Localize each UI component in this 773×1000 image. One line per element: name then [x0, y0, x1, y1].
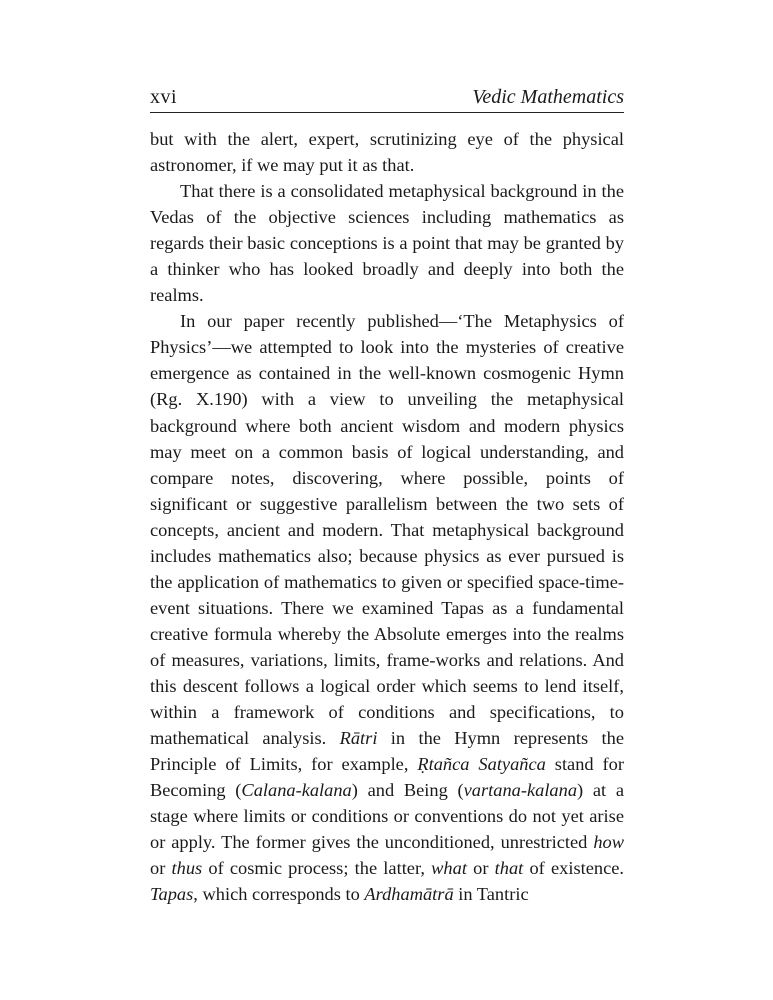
italic-term: that [494, 858, 524, 879]
text-run: stand for Becoming ( [150, 754, 624, 801]
paragraph [150, 126, 624, 178]
text-run: or [150, 858, 172, 879]
text-run: ) at a stage where limits or conditions or conventions do not yet arise or apply. The former gives the unconditioned, unrestricted [150, 780, 624, 853]
italic-term: thus [171, 858, 203, 879]
text-run: or [466, 858, 495, 879]
italic-term: Calana-kalana [241, 780, 352, 801]
text-run: of cosmic process; the latter, [202, 858, 432, 879]
text-run: That there is a consolidated metaphysical background in the Vedas of the objective sciences including mathematics as regards their basic conceptions is a point that may be granted by a thinker who has looked broadly and deeply into both the realms. [150, 181, 624, 306]
text-run: ) and Being ( [351, 780, 464, 801]
italic-term: what [431, 858, 467, 879]
page-number: xvi [150, 86, 178, 108]
italic-term: Tapas [150, 884, 194, 905]
text-run: in the Hymn represents the Principle of Limits, for example, [150, 728, 624, 775]
text-run: but with the alert, expert, scrutinizing eye of the physical astronomer, if we may put it as that. [150, 129, 624, 176]
body-text [150, 126, 624, 907]
book-title: Vedic Mathematics [472, 86, 624, 108]
italic-term: Rātri [339, 728, 378, 749]
italic-term: Ṛtañca Satyañca [417, 754, 546, 775]
italic-term: how [593, 832, 624, 853]
text-run: in Tantric [453, 884, 529, 905]
paragraph [150, 178, 624, 308]
text-run: In our paper recently published—‘The Metaphysics of Physics’—we attempted to look into the mysteries of creative emergence as contained in the well-known cosmogenic Hymn (Rg. X.190) with a view to unveiling the metaphysical background where both ancient wisdom and modern physics may meet on a common basis of logical understanding, and compare notes, discovering, where possible, points of significant or suggestive parallelism between the two sets of concepts, ancient and modern. That metaphysical background includes mathematics also; because physics as ever pursued is the application of mathematics to given or specified space-time-event situations. There we examined Tapas as a fundamental creative formula whereby the Absolute emerges into the realms of measures, variations, limits, frame-works and relations. And this descent follows a logical order which seems to lend itself, within a framework of conditions and specifications, to mathematical analysis. [150, 311, 624, 749]
text-run: , which corresponds to [193, 884, 365, 905]
italic-term: vartana-kalana [463, 780, 578, 801]
paragraph [150, 308, 624, 907]
text-run: of existence. [523, 858, 625, 879]
italic-term: Ardhamātrā [364, 884, 454, 905]
running-header [150, 82, 624, 113]
